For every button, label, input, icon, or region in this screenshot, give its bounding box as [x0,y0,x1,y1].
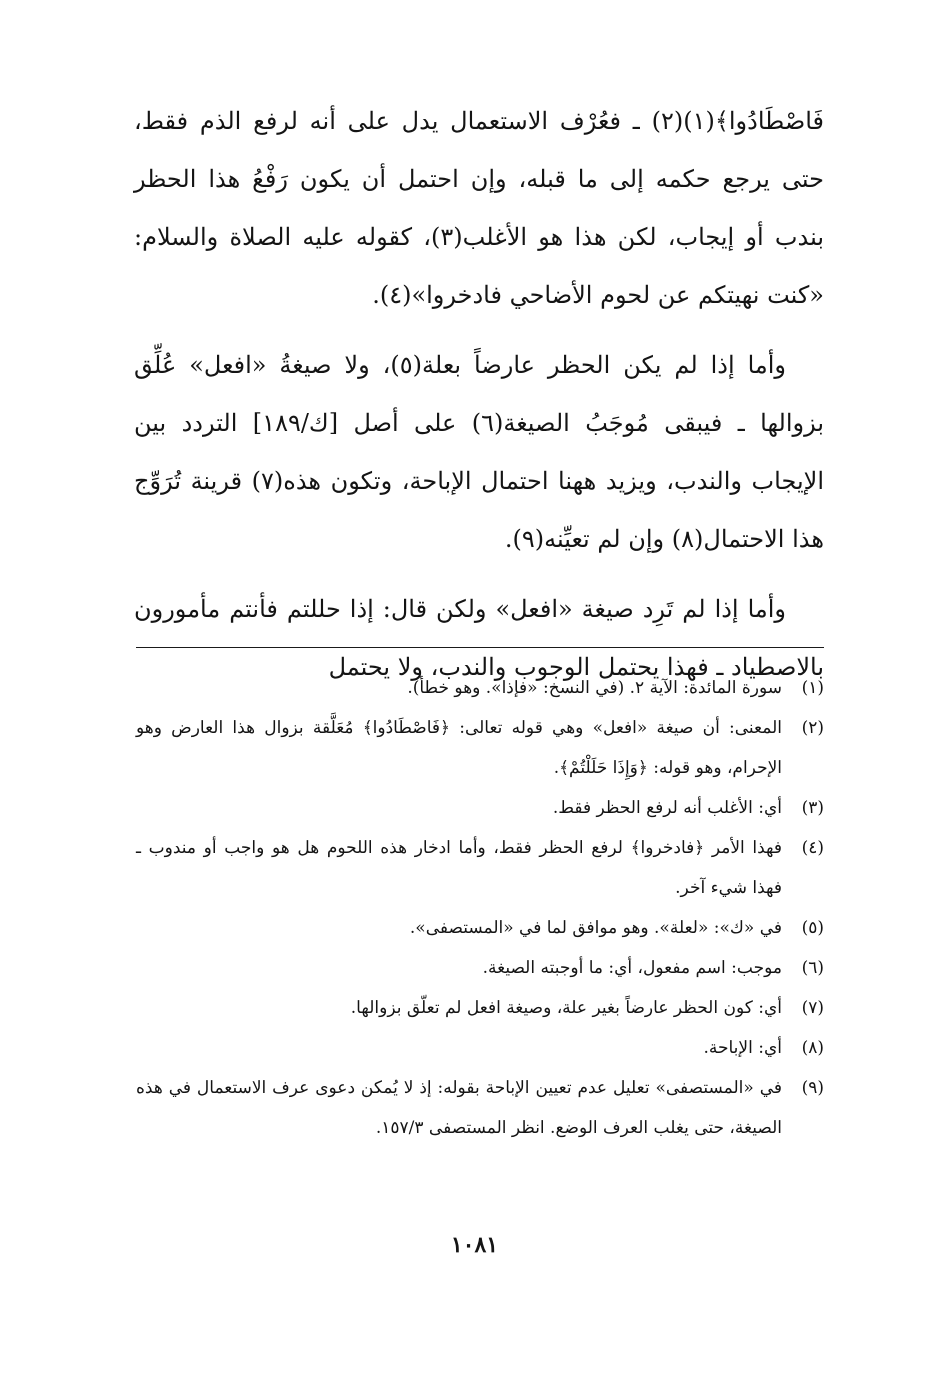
footnote-number: (٧) [801,998,824,1018]
page-number: ١٠٨١ [450,1232,499,1258]
footnote-1 [136,668,824,708]
footnotes-section [136,668,824,1148]
footnote-8 [136,1028,824,1068]
footnote-2 [136,708,824,788]
footnote-number: (٣) [801,798,824,818]
footnote-number: (٢) [801,718,824,738]
footnote-text: موجب: اسم مفعول، أي: ما أوجبته الصيغة. [482,958,782,978]
main-paragraph-2: وأما إذا لم يكن الحظر عارضاً بعلة(٥)، ولا صيغةُ «افعل» عُلِّق بزوالها ـ فيبقى مُوجَبُ الصيغة(٦) على أصل [ك/١٨٩] التردد بين الإيجاب والندب، ويزيد ههنا احتمال الإباحة، وتكون هذه(٧) قرينة تُرَوِّج هذا الاحتمال(٨) وإن لم تعيِّنه(٩). [134,351,824,553]
footnote-text: فهذا الأمر ﴿فادخروا﴾ لرفع الحظر فقط، وأما ادخار هذه اللحوم هل هو واجب أو مندوب ـ فهذا شيء آخر. [136,838,782,898]
footnote-divider [136,647,824,648]
footnote-text: في «ك»: «لعلة». وهو موافق لما في «المستصفى». [409,918,782,938]
footnote-number: (٤) [801,838,824,858]
footnote-3 [136,788,824,828]
footnote-text: أي: الأغلب أنه لرفع الحظر فقط. [552,798,782,818]
footnote-7 [136,988,824,1028]
footnote-6 [136,948,824,988]
main-paragraph-3: وأما إذا لم تَرِد صيغة «افعل» ولكن قال: إذا حللتم فأنتم مأمورون بالاصطياد ـ فهذا يحتمل الوجوب والندب، ولا يحتمل [134,595,824,681]
footnote-number: (٩) [801,1078,824,1098]
footnote-number: (١) [801,678,824,698]
footnote-5 [136,908,824,948]
footnote-number: (٥) [801,918,824,938]
footnote-4 [136,828,824,908]
footnote-number: (٦) [801,958,824,978]
main-text-body [134,92,824,696]
footnote-text: سورة المائدة: الآية ٢. (في النسخ: «فإذا». وهو خطأ). [407,678,782,698]
footnote-text: أي: الإباحة. [703,1038,782,1058]
footnote-text: في «المستصفى» تعليل عدم تعيين الإباحة بقوله: إذ لا يُمكن دعوى عرف الاستعمال في هذه الصيغة، حتى يغلب العرف الوضع. انظر المستصفى ١٥٧/٣. [136,1078,782,1138]
footnote-number: (٨) [801,1038,824,1058]
footnote-text: أي: كون الحظر عارضاً بغير علة، وصيغة افعل لم تعلّق بزوالها. [350,998,782,1018]
footnote-9 [136,1068,824,1148]
main-paragraph-1: فَاصْطَادُوا﴾(١)(٢) ـ فعُرْف الاستعمال يدل على أنه لرفع الذم فقط، حتى يرجع حكمه إلى ما قبله، وإن احتمل أن يكون رَفْعُ هذا الحظر بندب أو إيجاب، لكن هذا هو الأغلب(٣)، كقوله عليه الصلاة والسلام: «كنت نهيتكم عن لحوم الأضاحي فادخروا»(٤). [134,107,825,309]
footnote-text: المعنى: أن صيغة «افعل» وهي قوله تعالى: ﴿فَاصْطَادُوا﴾ مُعَلَّقة بزوال هذا العارض وهو الإحرام، وهو قوله: ﴿وَإِذَا حَلَلْتُمْ﴾. [136,718,782,778]
